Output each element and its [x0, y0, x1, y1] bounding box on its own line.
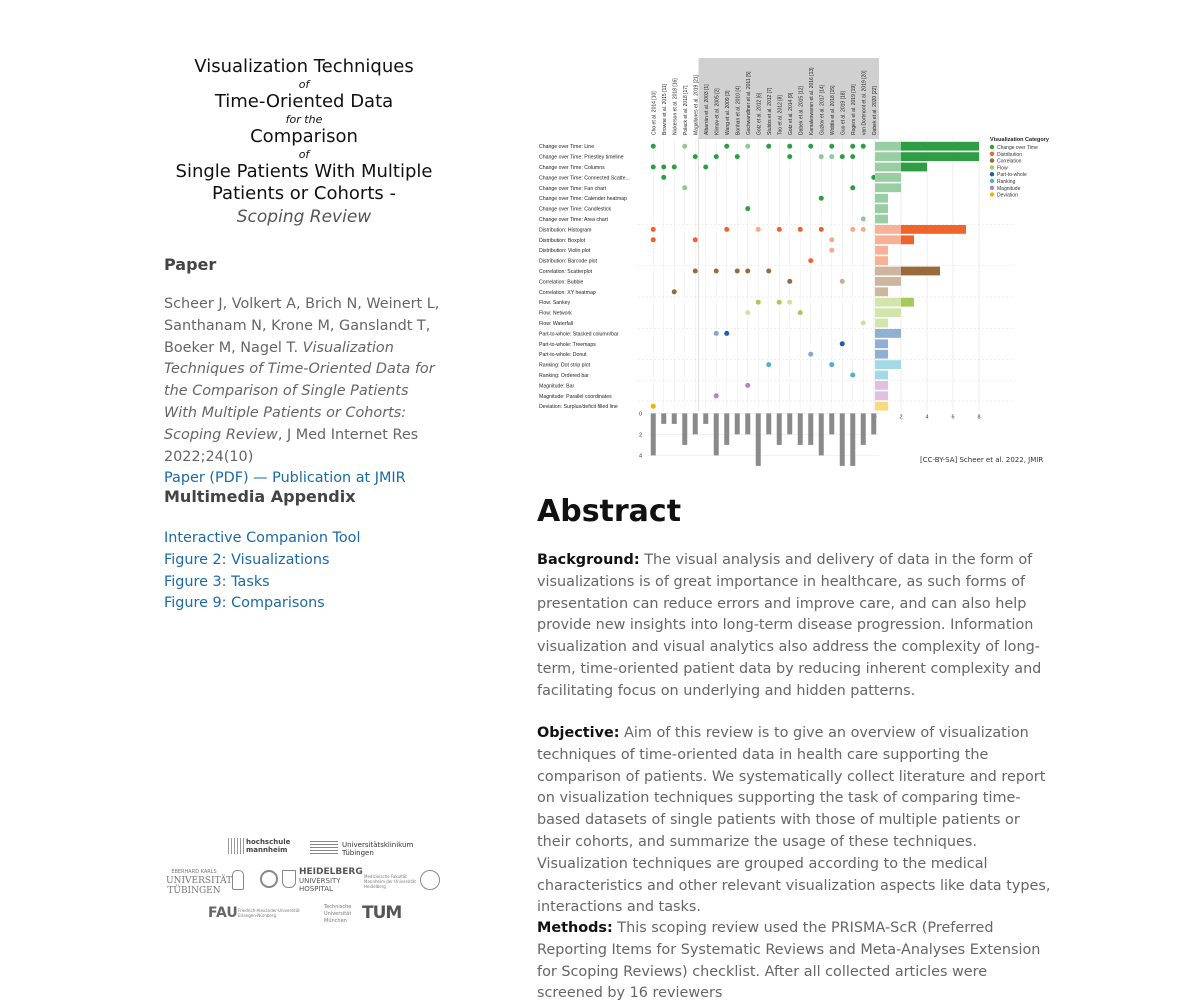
count-bar-light	[875, 235, 901, 244]
technique-dot	[840, 341, 845, 346]
paper-pdf-link[interactable]: Paper (PDF)	[164, 470, 249, 487]
paper-count-bar	[840, 413, 845, 466]
methods-label: Methods:	[537, 920, 613, 936]
heidelberg-emblem-icon	[282, 870, 296, 890]
paper-count-bar	[766, 413, 771, 434]
technique-dot	[651, 227, 656, 232]
paper-count-bar	[682, 413, 687, 445]
ukt-text: Universitätsklinikum Tübingen	[342, 841, 414, 857]
row-label: Change over Time: Area chart	[539, 217, 608, 223]
technique-dot	[777, 227, 782, 232]
count-bar-light	[875, 381, 888, 390]
tum-logo: TUM	[362, 903, 402, 923]
paper-count-bar	[798, 413, 803, 445]
paper-column-label: Wang et al. 2009 [3]	[724, 90, 731, 135]
figure-2-link[interactable]: Figure 2: Visualizations	[164, 551, 330, 568]
technique-dot	[651, 237, 656, 242]
technique-dot	[819, 196, 824, 201]
uni-tuebingen-1: UNIVERSITÄT	[166, 876, 233, 886]
count-bar	[901, 235, 914, 244]
paper-column-label: Guo et al. 2019 [18]	[840, 91, 847, 135]
row-label: Ranking: Ordered bar	[539, 373, 589, 379]
row-label: Part-to-whole: Treemaps	[539, 341, 596, 348]
objective-text: Aim of this review is to give an overview of visualization techniques of time-oriented data in health care supporting the comparison of patients. We systematically collect literature and report on visualization techniques supporting the task of comparing time-based datasets of single patients with those of multiple patients or their cohorts, and summarize the usage of these techniques. Visualization techniques are grouped according to the medical characteristics and other relevant visualization aspects like data types, interactions and tasks.	[537, 725, 1051, 916]
row-label: Flow: Sankey	[539, 300, 571, 307]
title-of-1: of	[298, 78, 310, 91]
paper-count-bar	[703, 413, 708, 424]
count-bar-light	[875, 246, 888, 255]
technique-dot	[829, 248, 834, 253]
paper-count-bar	[672, 413, 677, 424]
legend-title: Visualization Category	[990, 137, 1049, 143]
row-label: Deviation: Surplus/deficit filled line	[539, 404, 618, 411]
technique-dot	[724, 227, 729, 232]
paper-column-label: Kamaleswaran et al. 2016 [13]	[808, 67, 815, 135]
technique-dot	[819, 227, 824, 232]
count-bar-light	[875, 350, 888, 359]
technique-dot	[766, 362, 771, 367]
bottom-axis-tick: 4	[638, 453, 642, 460]
technique-dot	[819, 154, 824, 159]
technique-dot	[777, 300, 782, 305]
technique-dot	[735, 154, 740, 159]
count-bar-light	[875, 277, 901, 286]
technique-dot	[766, 269, 771, 274]
paper-count-bar	[724, 413, 729, 445]
technique-dot	[808, 144, 813, 149]
title-of-2: of	[298, 148, 310, 161]
paper-count-bar	[651, 413, 656, 455]
paper-count-bar	[819, 413, 824, 455]
abstract-methods	[537, 918, 1057, 1005]
title-subtitle: Scoping Review	[236, 207, 372, 227]
technique-dot	[787, 300, 792, 305]
title-line-2: Time-Oriented Data	[214, 91, 394, 112]
fau-text: FAU	[208, 905, 238, 921]
uni-tuebingen-2: TÜBINGEN	[167, 886, 221, 896]
row-label: Change over Time: Connected Scatte...	[539, 175, 630, 182]
visualization-matrix-chart	[535, 56, 1055, 474]
technique-dot	[661, 175, 666, 180]
technique-dot	[829, 237, 834, 242]
abstract-objective	[537, 723, 1057, 919]
technique-dot	[850, 154, 855, 159]
row-label: Flow: Waterfall	[539, 321, 574, 327]
technique-dot	[850, 227, 855, 232]
paper-column-label: Albarrán et al. 2003 [1]	[703, 84, 710, 135]
count-bar-light	[875, 308, 901, 317]
title-line-5: Patients or Cohorts -	[212, 183, 396, 204]
paper-count-bar	[714, 413, 719, 455]
technique-dot	[745, 310, 750, 315]
background-label: Background:	[537, 552, 640, 568]
count-bar-light	[875, 256, 888, 265]
bottom-axis-tick: 2	[638, 432, 642, 439]
uni-tuebingen-logo	[166, 868, 233, 896]
paper-count-bar	[850, 413, 855, 466]
technique-dot	[756, 300, 761, 305]
technique-dot	[798, 227, 803, 232]
technique-dot	[661, 165, 666, 170]
paper-column-label: Magallanes et al. 2019 [21]	[693, 74, 700, 135]
legend-label: Flow	[997, 165, 1008, 172]
technique-dot	[756, 227, 761, 232]
technique-dot	[850, 373, 855, 378]
row-label: Change over Time: Calender heatmap	[539, 196, 627, 203]
legend-swatch	[990, 172, 994, 176]
count-bar	[901, 225, 966, 234]
paper-column-label: Polack et al. 2018 [17]	[682, 85, 689, 135]
fau-subtext: Friedrich-Alexander-Universität Erlangen-Nürnberg	[238, 908, 300, 918]
link-separator: —	[248, 470, 273, 487]
methods-text: This scoping review used the PRISMA-ScR (Preferred Reporting Items for Systematic Reviews and Meta-Analyses Extension for Scoping Reviews) checklist. After all collected articles were screened by 16 reviewers	[537, 920, 1041, 1002]
count-bar	[901, 142, 979, 151]
technique-dot	[808, 352, 813, 357]
paper-column-label: Browne et al. 2015 [11]	[661, 83, 668, 135]
count-bar-light	[875, 173, 901, 182]
row-label: Distribution: Boxplot	[539, 237, 586, 244]
mannheim-seal-icon	[420, 870, 440, 892]
paper-count-bar	[787, 413, 792, 434]
technique-dot	[703, 165, 708, 170]
paper-column-label: Gschwandtner et al. 2011 [5]	[745, 71, 752, 135]
count-bar-light	[875, 152, 901, 161]
fau-logo	[208, 905, 300, 921]
technique-dot	[693, 237, 698, 242]
count-bar-light	[875, 371, 888, 380]
technique-dot	[829, 144, 834, 149]
technique-dot	[714, 393, 719, 398]
technique-dot	[850, 185, 855, 190]
paper-column-label: van Dortmont et al. 2019 [20]	[861, 70, 868, 135]
paper-article-title: Visualization Techniques of Time-Oriented Data for the Comparison of Single Patients With Multiple Patients or Cohorts: Scoping Review	[164, 339, 435, 443]
hs-mannheim-text: hochschule mannheim	[246, 838, 291, 854]
ukt-logo	[310, 840, 414, 857]
paper-count-bar	[661, 413, 666, 424]
count-bar-light	[875, 183, 901, 192]
technique-dot	[787, 279, 792, 284]
legend-swatch	[990, 152, 994, 156]
count-bar-light	[875, 402, 888, 411]
legend-swatch	[990, 158, 994, 162]
count-bar-light	[875, 194, 888, 203]
count-bar-light	[875, 339, 888, 348]
paper-column-label: Tao et al. 2012 [8]	[777, 95, 784, 135]
title-line-3: Comparison	[250, 126, 358, 147]
legend-label: Distribution	[997, 151, 1023, 158]
technique-dot	[693, 154, 698, 159]
jmir-link[interactable]: Publication at JMIR	[272, 470, 406, 487]
row-label: Ranking: Dot strip plot	[539, 362, 591, 369]
legend-swatch	[990, 186, 994, 190]
technique-dot	[651, 144, 656, 149]
paper-count-bar	[735, 413, 740, 434]
count-bar-light	[875, 215, 888, 224]
paper-authors: Scheer J, Volkert A, Brich N, Weinert L, Santhanam N, Krone M, Ganslandt T, Boeker M, Nagel T.	[164, 296, 440, 356]
technique-dot	[745, 144, 750, 149]
count-bar-light	[875, 391, 888, 400]
paper-count-bar	[693, 413, 698, 434]
paper-column-label: Dabek et al. 2020 [22]	[871, 86, 878, 135]
count-bar-light	[875, 225, 901, 234]
paper-count-bar	[808, 413, 813, 445]
technique-dot	[861, 144, 866, 149]
row-label: Change over Time: Priestley timeline	[539, 154, 624, 161]
bottom-axis-tick: 0	[638, 411, 642, 418]
technique-dot	[651, 404, 656, 409]
uni-tuebingen-top: EBERHARD KARLS	[171, 869, 217, 875]
bar-axis-tick: 4	[925, 414, 929, 421]
ukt-icon	[310, 840, 338, 854]
row-label: Part-to-whole: Donut	[539, 352, 587, 359]
legend-swatch	[990, 179, 994, 183]
row-label: Change over Time: Candlestick	[539, 206, 612, 213]
paper-column-label: Cho et al. 2014 [10]	[651, 91, 658, 135]
count-bar	[901, 267, 940, 276]
paper-citation	[164, 294, 444, 490]
technique-dot	[714, 154, 719, 159]
legend-swatch	[990, 192, 994, 196]
technique-dot	[808, 258, 813, 263]
technique-dot	[651, 165, 656, 170]
count-bar-light	[875, 204, 888, 213]
row-label: Change over Time: Line	[539, 144, 595, 151]
legend-swatch	[990, 165, 994, 169]
technique-dot	[861, 321, 866, 326]
heidelberg-2: UNIVERSITY	[299, 877, 341, 885]
legend-swatch	[990, 145, 994, 149]
technique-dot	[861, 227, 866, 232]
row-label: Correlation: Scatterplot	[539, 269, 593, 275]
row-label: Flow: Network	[539, 310, 572, 317]
row-label: Distribution: Violin plot	[539, 248, 591, 255]
technique-dot	[787, 144, 792, 149]
appendix-heading: Multimedia Appendix	[164, 487, 356, 506]
paper-column-label: Klimov et al. 2005 [2]	[714, 88, 721, 135]
technique-dot	[798, 310, 803, 315]
paper-column-label: Rogers et al. 2019 [19]	[850, 84, 857, 135]
row-label: Part-to-whole: Stacked column/bar	[539, 331, 619, 338]
count-bar-light	[875, 163, 901, 172]
row-label: Correlation: Bubble	[539, 279, 584, 286]
technique-dot	[745, 269, 750, 274]
legend-label: Change over Time	[997, 145, 1038, 151]
count-bar-light	[875, 319, 888, 328]
legend-label: Magnitude	[997, 185, 1021, 192]
technique-dot	[724, 144, 729, 149]
technique-dot	[714, 269, 719, 274]
legend-label: Part-to-whole	[997, 172, 1027, 179]
paper-column-label: Nickerson et al. 2018 [16]	[672, 78, 679, 135]
row-label: Magnitude: Parallel coordinates	[539, 393, 612, 400]
tuebingen-emblem-icon	[232, 870, 244, 892]
paper-heading: Paper	[164, 255, 217, 274]
technique-dot	[850, 144, 855, 149]
technique-dot	[745, 383, 750, 388]
count-bar	[901, 152, 979, 161]
figure-3-link[interactable]: Figure 3: Tasks	[164, 573, 270, 590]
row-label: Distribution: Histogram	[539, 227, 592, 234]
tum-text: Technische Universität München	[324, 904, 352, 924]
technique-dot	[745, 206, 750, 211]
count-bar-light	[875, 267, 901, 276]
hs-mannheim-icon	[228, 838, 244, 854]
paper-count-bar	[861, 413, 866, 445]
technique-dot	[682, 185, 687, 190]
technique-dot	[672, 165, 677, 170]
title-line-1: Visualization Techniques	[194, 56, 414, 77]
appendix-links	[164, 528, 361, 615]
technique-dot	[861, 217, 866, 222]
institution-logos	[164, 836, 444, 926]
technique-dot	[682, 144, 687, 149]
paper-count-bar	[871, 413, 876, 434]
legend-label: Deviation	[997, 192, 1018, 199]
technique-dot	[829, 154, 834, 159]
count-bar-light	[875, 287, 888, 296]
page-title	[164, 56, 444, 229]
paper-count-bar	[745, 413, 750, 434]
technique-dot	[766, 144, 771, 149]
technique-dot	[840, 279, 845, 284]
title-for-the: for the	[285, 113, 323, 126]
abstract-background	[537, 550, 1057, 703]
bar-axis-tick: 8	[977, 414, 981, 421]
heidelberg-3: HOSPITAL	[299, 885, 333, 893]
row-label: Distribution: Barcode plot	[539, 258, 597, 265]
chart-caption: [CC-BY-SA] Scheer et al. 2022, JMIR	[920, 456, 1044, 464]
technique-dot	[714, 331, 719, 336]
row-label: Change over Time: Fan chart	[539, 185, 607, 192]
technique-dot	[735, 269, 740, 274]
title-line-4: Single Patients With Multiple	[175, 161, 433, 182]
background-text: The visual analysis and delivery of data in the form of visualizations is of great importance in healthcare, as such forms of presentation can reduce errors and improve care, and can also help provide new insights into long-term disease progression. Information visualization and visual analytics also address the complexity of long-term, time-oriented patient data by reducing inherent complexity and facilitating focus on underlying and hidden patterns.	[537, 552, 1042, 699]
bar-axis-tick: 6	[951, 414, 955, 421]
count-bar-light	[875, 329, 901, 338]
count-bar-light	[875, 298, 901, 307]
companion-tool-link[interactable]: Interactive Companion Tool	[164, 530, 361, 546]
technique-dot	[829, 362, 834, 367]
paper-column-label: Dabek et al. 2015 [12]	[798, 86, 805, 135]
abstract-heading: Abstract	[537, 494, 682, 529]
paper-count-bar	[756, 413, 761, 466]
paper-column-label: Gotz et al. 2014 [9]	[787, 92, 794, 135]
paper-column-label: Guzlov et al. 2017 [14]	[819, 84, 826, 135]
count-bar-light	[875, 142, 901, 151]
hs-mannheim-logo	[228, 838, 291, 854]
paper-column-label: Gotz et al. 2012 [6]	[756, 92, 763, 135]
technique-dot	[693, 269, 698, 274]
paper-count-bar	[829, 413, 834, 434]
row-label: Change over Time: Columns	[539, 165, 605, 171]
technique-dot	[724, 331, 729, 336]
technique-dot	[840, 154, 845, 159]
objective-label: Objective:	[537, 725, 620, 741]
paper-count-bar	[777, 413, 782, 445]
heidelberg-seal-icon	[260, 870, 278, 890]
technique-dot	[787, 154, 792, 159]
legend-label: Correlation	[997, 158, 1022, 165]
count-bar	[901, 163, 927, 172]
count-bar	[901, 298, 914, 307]
paper-journal: , J Med Internet Res 2022;24(10)	[164, 426, 419, 465]
row-label: Magnitude: Bar	[539, 383, 575, 390]
paper-column-label: Widdis et al. 2018 [15]	[829, 85, 836, 135]
paper-column-label: Stubbs et al. 2012 [7]	[766, 87, 773, 135]
heidelberg-hospital-logo	[299, 868, 363, 893]
technique-dot	[672, 289, 677, 294]
row-label: Correlation: XY heatmap	[539, 289, 596, 296]
paper-column-label: Bonhan et al. 2010 [4]	[735, 86, 742, 135]
legend-label: Ranking	[997, 179, 1016, 185]
heidelberg-1: HEIDELBERG	[299, 867, 363, 877]
count-bar-light	[875, 360, 901, 369]
mannheim-faculty-text: Medizinische Fakultät Mannheim der Universität Heidelberg	[364, 874, 416, 889]
bar-axis-tick: 2	[899, 414, 903, 421]
figure-9-link[interactable]: Figure 9: Comparisons	[164, 595, 325, 612]
